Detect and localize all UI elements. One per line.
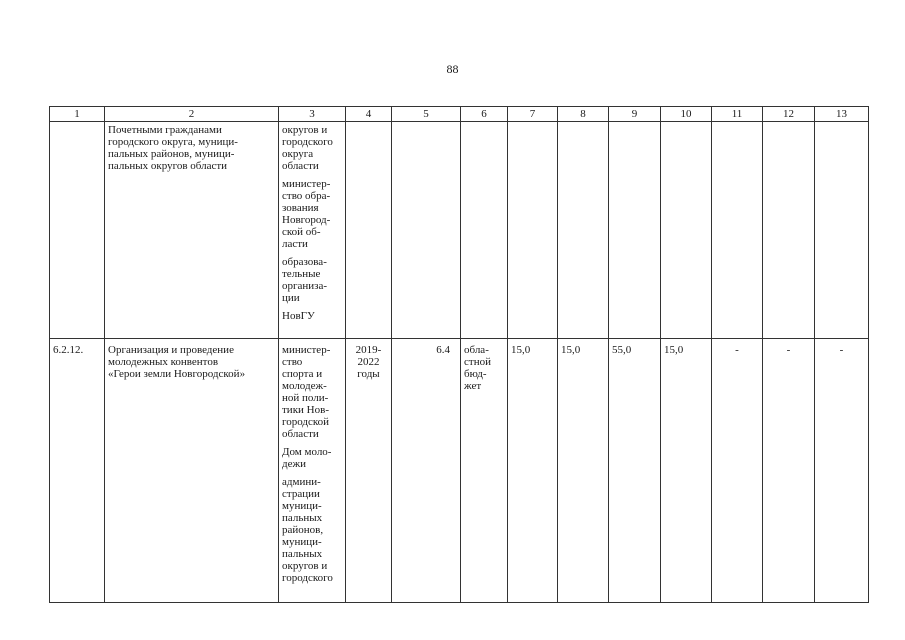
amount-cell — [712, 122, 763, 339]
amount-cell: 55,0 — [609, 339, 661, 603]
header-cell: 9 — [609, 107, 661, 122]
table-row — [50, 339, 869, 603]
amount-cell — [508, 122, 558, 339]
amount-cell: 15,0 — [661, 339, 712, 603]
amount-cell — [763, 122, 815, 339]
executor-entry: Дом моло- дежи — [282, 446, 332, 470]
executors-cell — [279, 122, 346, 339]
header-row — [50, 107, 869, 122]
header-cell: 4 — [346, 107, 392, 122]
amount-cell: - — [815, 339, 869, 603]
item-number-cell — [50, 122, 105, 339]
amount-cell — [609, 122, 661, 339]
executor-entry: админи- страции муници- пальных районов, муници- пальных округов и городского — [282, 476, 333, 584]
header-cell: 10 — [661, 107, 712, 122]
header-cell: 5 — [392, 107, 461, 122]
header-cell: 1 — [50, 107, 105, 122]
funding-source-cell: обла- стной бюд- жет — [461, 339, 508, 603]
amount-cell — [558, 122, 609, 339]
header-cell: 13 — [815, 107, 869, 122]
header-cell: 2 — [105, 107, 279, 122]
amount-cell: - — [763, 339, 815, 603]
page-number: 88 — [446, 62, 459, 76]
header-cell: 11 — [712, 107, 763, 122]
header-cell: 8 — [558, 107, 609, 122]
funding-source-cell — [461, 122, 508, 339]
target-indicator-cell — [392, 122, 461, 339]
period-cell — [346, 122, 392, 339]
item-number-cell: 6.2.12. — [50, 339, 105, 603]
table-row — [50, 122, 869, 339]
header-cell: 12 — [763, 107, 815, 122]
header-cell: 3 — [279, 107, 346, 122]
header-cell: 7 — [508, 107, 558, 122]
target-indicator-cell: 6.4 — [392, 339, 461, 603]
amount-cell — [815, 122, 869, 339]
executor-entry: НовГУ — [282, 310, 315, 322]
executor-entry: министер- ство спорта и молодеж- ной поли- тики Нов- городской области — [282, 344, 331, 440]
activity-name-cell: Почетными гражданами городского округа, муници- пальных районов, муници- пальных округов области — [105, 122, 279, 339]
header-cell: 6 — [461, 107, 508, 122]
amount-cell: 15,0 — [558, 339, 609, 603]
amount-cell: - — [712, 339, 763, 603]
activity-name-cell: Организация и проведение молодежных конвентов «Герои земли Новгородской» — [105, 339, 279, 603]
executor-entry: образова- тельные организа- ции — [282, 256, 328, 304]
executors-cell — [279, 339, 346, 603]
amount-cell — [661, 122, 712, 339]
amount-cell: 15,0 — [508, 339, 558, 603]
program-table — [49, 106, 869, 603]
executor-entry: министер- ство обра- зования Новгород- ской об- ласти — [282, 178, 331, 250]
executor-entry: округов и городского округа области — [282, 124, 333, 172]
period-cell: 2019- 2022 годы — [346, 339, 392, 603]
